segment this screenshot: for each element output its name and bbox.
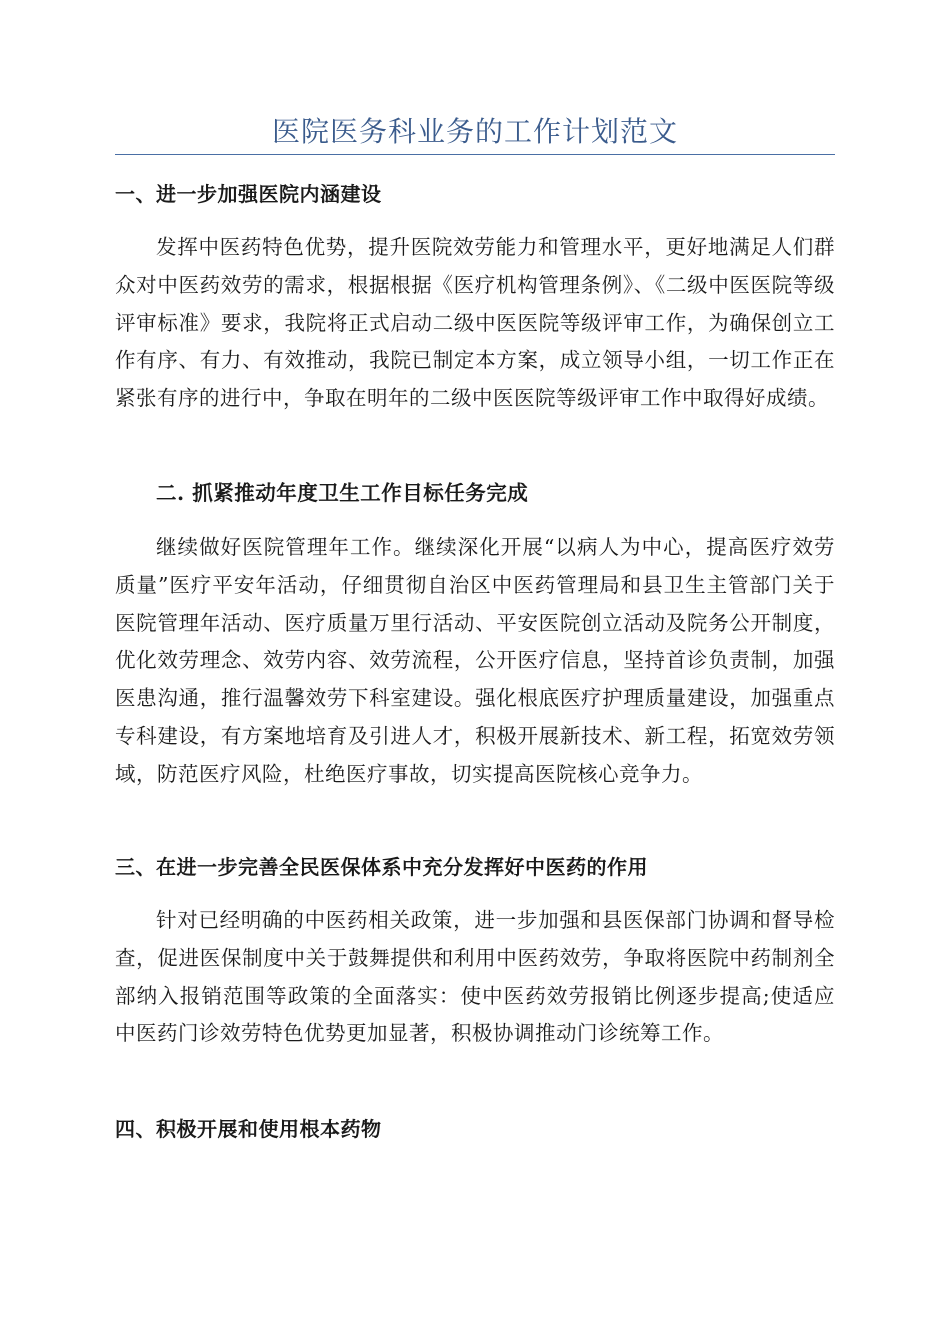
document-title: 医院医务科业务的工作计划范文 bbox=[271, 115, 678, 148]
section-2-heading: 二. 抓紧推动年度卫生工作目标任务完成 bbox=[156, 481, 529, 505]
section-1-heading: 一、进一步加强医院内涵建设 bbox=[115, 182, 382, 206]
section-2-paragraph: 继续做好医院管理年工作。继续深化开展“以病人为中心，提高医疗效劳质量”医疗平安年活动，仔细贯彻自治区中医药管理局和县卫生主管部门关于医院管理年活动、医疗质量万里行活动、平安医院创立活动及院务公开制度，优化效劳理念、效劳内容、效劳流程，公开医疗信息，坚持首诊负责制，加强医患沟通，推行温馨效劳下科室建设。强化根底医疗护理质量建设，加强重点专科建设，有方案地培育及引进人才，积极开展新技术、新工程，拓宽效劳领域，防范医疗风险，杜绝医疗事故，切实提高医院核心竞争力。 bbox=[115, 535, 835, 786]
section-3-heading: 三、在进一步完善全民医保体系中充分发挥好中医药的作用 bbox=[115, 855, 648, 879]
section-1-paragraph: 发挥中医药特色优势，提升医院效劳能力和管理水平，更好地满足人们群众对中医药效劳的需求，根据根据《医疗机构管理条例》、《二级中医医院等级评审标准》要求，我院将正式启动二级中医医院等级评审工作，为确保创立工作有序、有力、有效推动，我院已制定本方案，成立领导小组，一切工作正在紧张有序的进行中，争取在明年的二级中医医院等级评审工作中取得好成绩。 bbox=[115, 235, 835, 411]
title-underline bbox=[115, 154, 835, 155]
section-3-paragraph: 针对已经明确的中医药相关政策，进一步加强和县医保部门协调和督导检查，促进医保制度中关于鼓舞提供和利用中医药效劳，争取将医院中药制剂全部纳入报销范围等政策的全面落实：使中医药效劳报销比例逐步提高;使适应中医药门诊效劳特色优势更加显著，积极协调推动门诊统筹工作。 bbox=[115, 908, 835, 1046]
section-4-heading: 四、积极开展和使用根本药物 bbox=[115, 1117, 382, 1141]
